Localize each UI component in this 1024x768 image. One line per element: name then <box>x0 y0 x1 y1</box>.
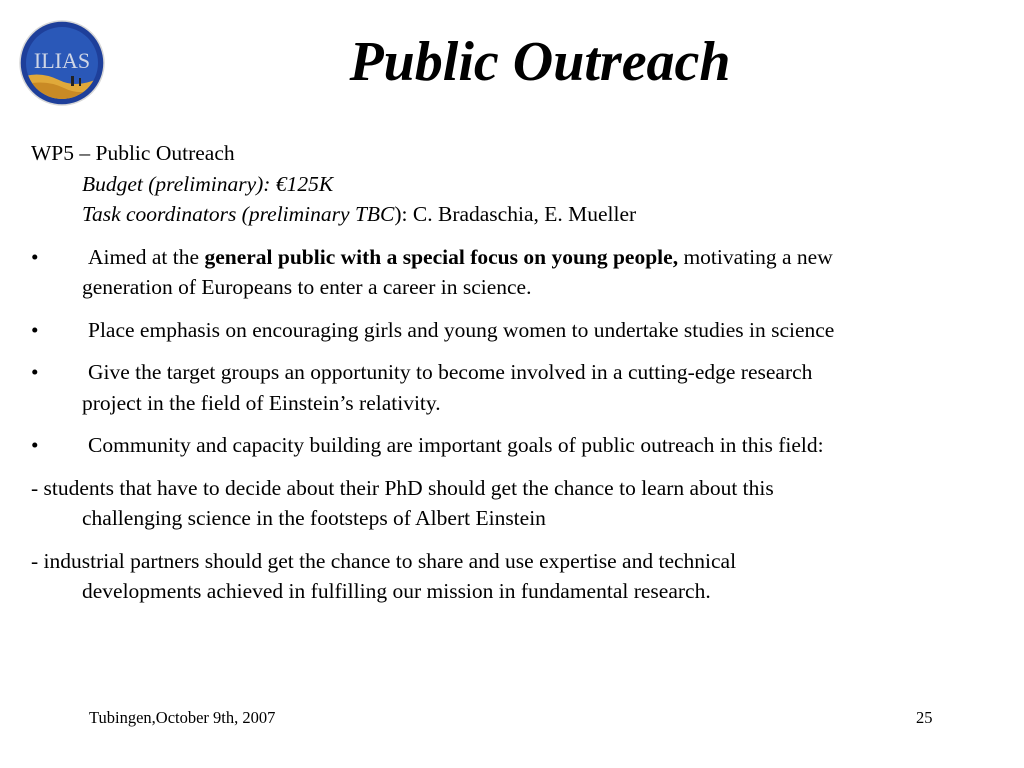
coordinators-line <box>31 199 1006 230</box>
dash2-line1: - industrial partners should get the chance to share and use expertise and technical <box>31 548 737 573</box>
slide-body <box>31 138 1006 607</box>
dash1-line2: challenging science in the footsteps of Albert Einstein <box>82 506 546 530</box>
bullet3-line2: project in the field of Einstein’s relativity. <box>82 390 441 415</box>
bullet-icon: • <box>31 244 39 269</box>
bullet-icon: • <box>31 317 39 342</box>
dash1-line1: - students that have to decide about their PhD should get the chance to learn about this <box>31 475 774 500</box>
dash-item <box>31 473 1006 534</box>
svg-text:ILIAS: ILIAS <box>33 48 91 73</box>
bullet-item <box>31 242 1006 303</box>
coordinators-label: Task coordinators (preliminary TBC <box>82 202 395 226</box>
slide-number: 25 <box>916 708 933 727</box>
bullet-item <box>31 430 1006 461</box>
dash2-line2: developments achieved in fulfilling our mission in fundamental research. <box>82 579 711 603</box>
bullet1-line2: generation of Europeans to enter a career in science. <box>82 275 532 299</box>
footer-location-date: Tubingen,October 9th, 2007 <box>89 708 276 727</box>
bullet1-tail: motivating a new <box>678 244 833 269</box>
slide-title: Public Outreach <box>349 31 731 93</box>
bullet3-text: Give the target groups an opportunity to become involved in a cutting-edge research <box>88 360 813 384</box>
wp-heading: WP5 – Public Outreach <box>31 141 235 165</box>
budget-line: Budget (preliminary): €125K <box>82 171 334 196</box>
bullet-item <box>31 315 1006 346</box>
bullet-item <box>31 357 1006 418</box>
bullet-icon: • <box>31 433 39 457</box>
bullet-icon: • <box>31 360 39 384</box>
bullet1-text: Aimed at the <box>88 244 205 269</box>
bullet2-text: Place emphasis on encouraging girls and young women to undertake studies in science <box>88 317 835 342</box>
coordinators-value: ): C. Bradaschia, E. Mueller <box>394 202 637 226</box>
bullet1-bold: general public with a special focus on young people, <box>204 244 679 269</box>
dash-item <box>31 546 1006 607</box>
bullet4-text: Community and capacity building are important goals of public outreach in this field: <box>88 433 824 457</box>
